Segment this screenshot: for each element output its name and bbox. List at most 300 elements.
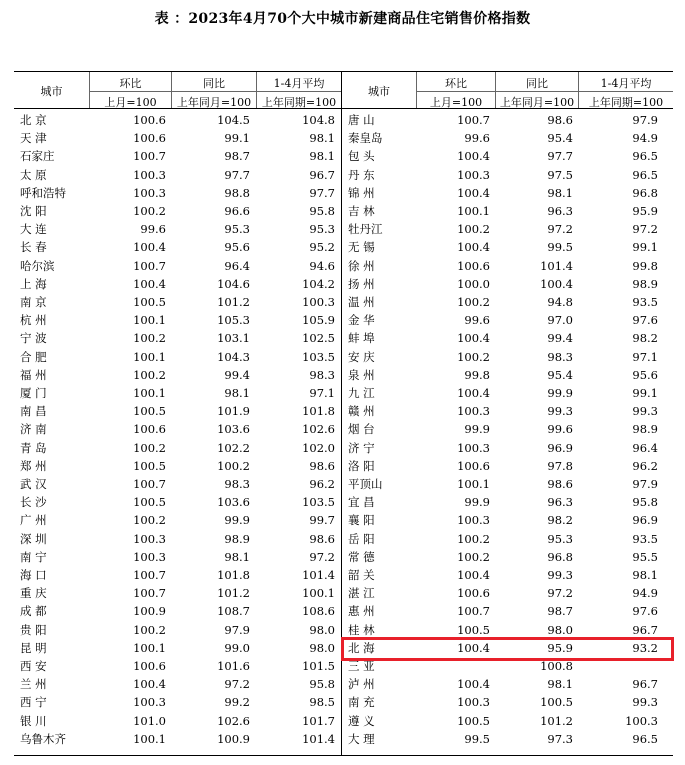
yoy-cell: 98.3 (547, 349, 573, 364)
table-row (0, 530, 685, 548)
avg-cell: 101.7 (302, 713, 335, 728)
yoy-cell: 98.6 (547, 477, 573, 491)
avg-cell: 96.5 (632, 731, 658, 746)
mom-cell: 100.1 (133, 640, 166, 655)
header-mom: 环比 (445, 77, 467, 90)
avg-cell: 100.1 (302, 586, 335, 601)
mom-cell: 100.3 (457, 404, 490, 419)
yoy-cell: 103.1 (217, 331, 250, 346)
avg-cell: 94.6 (309, 258, 335, 273)
table-row (0, 584, 685, 602)
city-cell: 丹 东 (348, 167, 375, 182)
avg-cell: 96.9 (632, 513, 658, 528)
city-cell: 平顶山 (348, 477, 383, 491)
city-cell: 大 连 (20, 222, 47, 237)
avg-cell: 93.2 (632, 640, 658, 655)
avg-cell: 95.8 (309, 677, 335, 692)
yoy-cell: 99.4 (547, 331, 573, 346)
yoy-cell: 97.0 (547, 313, 573, 328)
yoy-cell: 104.3 (217, 349, 250, 364)
city-cell: 三 亚 (348, 659, 375, 673)
mom-cell: 100.6 (457, 458, 490, 473)
mom-cell: 100.4 (457, 640, 490, 655)
header-avg: 1-4月平均 (600, 77, 652, 90)
yoy-cell: 97.2 (547, 222, 573, 237)
header-mom-base: 上月=100 (104, 96, 157, 109)
header-split-rule (416, 91, 673, 92)
avg-cell: 98.6 (309, 458, 335, 473)
avg-cell: 97.2 (632, 222, 658, 237)
avg-cell: 95.9 (632, 204, 658, 218)
avg-cell: 99.1 (632, 386, 658, 400)
city-cell: 洛 阳 (348, 458, 375, 473)
header-mom: 环比 (119, 77, 142, 90)
avg-cell: 104.8 (302, 113, 335, 127)
mom-cell: 100.3 (133, 167, 166, 182)
yoy-cell: 98.3 (224, 477, 250, 491)
city-cell: 长 春 (20, 240, 47, 255)
mom-cell: 100.4 (457, 240, 490, 255)
avg-cell: 96.5 (632, 149, 658, 164)
mom-cell: 100.7 (457, 113, 490, 127)
yoy-cell: 97.2 (547, 586, 573, 601)
header-avg: 1-4月平均 (273, 77, 325, 90)
yoy-cell: 99.0 (224, 640, 250, 655)
mom-cell: 100.7 (133, 149, 166, 164)
yoy-cell: 95.4 (547, 131, 573, 146)
table-row (0, 238, 685, 256)
table-row (0, 111, 685, 129)
mom-cell: 101.0 (133, 713, 166, 728)
yoy-cell: 99.3 (547, 404, 573, 419)
city-cell: 安 庆 (348, 349, 375, 364)
yoy-cell: 105.3 (217, 313, 250, 328)
yoy-cell: 94.8 (547, 295, 573, 309)
yoy-cell: 96.3 (547, 204, 573, 218)
mom-cell: 100.2 (133, 622, 166, 637)
table-row (0, 730, 685, 748)
avg-cell: 97.1 (632, 349, 658, 364)
mom-cell: 100.3 (133, 531, 166, 546)
avg-cell: 98.0 (309, 622, 335, 637)
header-yoy-base: 上年同月=100 (499, 96, 575, 109)
yoy-cell: 100.2 (217, 458, 250, 473)
yoy-cell: 97.7 (547, 149, 573, 164)
city-cell: 温 州 (348, 295, 375, 309)
avg-cell: 101.8 (302, 404, 335, 419)
city-cell: 沈 阳 (20, 204, 47, 218)
table-row (0, 184, 685, 202)
table-row (0, 220, 685, 238)
mom-cell: 100.1 (133, 386, 166, 400)
city-cell: 西 宁 (20, 695, 47, 710)
mom-cell: 99.6 (140, 222, 166, 237)
yoy-cell: 95.3 (224, 222, 250, 237)
yoy-cell: 98.9 (224, 531, 250, 546)
avg-cell: 93.5 (632, 295, 658, 309)
avg-cell: 98.3 (309, 367, 335, 382)
table-row (0, 621, 685, 639)
avg-cell: 101.4 (302, 568, 335, 582)
mom-cell: 99.9 (464, 495, 490, 510)
header-yoy: 同比 (526, 77, 548, 90)
mom-cell: 99.8 (464, 367, 490, 382)
city-cell: 南 宁 (20, 549, 47, 564)
mom-cell: 100.2 (457, 295, 490, 309)
city-cell: 贵 阳 (20, 622, 47, 637)
mom-cell: 100.6 (133, 659, 166, 673)
city-cell: 武 汉 (20, 477, 47, 491)
avg-cell: 98.9 (632, 422, 658, 437)
table-row (0, 202, 685, 220)
city-cell: 南 昌 (20, 404, 47, 419)
avg-cell: 98.0 (309, 640, 335, 655)
city-cell: 惠 州 (348, 604, 375, 619)
avg-cell: 94.9 (632, 131, 658, 146)
city-cell: 天 津 (20, 131, 47, 146)
avg-cell: 103.5 (302, 495, 335, 510)
mom-cell: 100.3 (457, 695, 490, 710)
avg-cell: 98.1 (309, 149, 335, 164)
mom-cell: 100.2 (457, 531, 490, 546)
avg-cell: 97.6 (632, 604, 658, 619)
avg-cell: 98.1 (632, 568, 658, 582)
mom-cell: 100.4 (457, 568, 490, 582)
yoy-cell: 96.6 (224, 204, 250, 218)
avg-cell: 101.5 (302, 659, 335, 673)
city-cell: 昆 明 (20, 640, 47, 655)
mom-cell: 100.5 (133, 404, 166, 419)
yoy-cell: 101.6 (217, 659, 250, 673)
mom-cell: 100.9 (133, 604, 166, 619)
yoy-cell: 97.9 (224, 622, 250, 637)
city-cell: 无 锡 (348, 240, 375, 255)
city-cell: 包 头 (348, 149, 375, 164)
mom-cell: 100.5 (457, 622, 490, 637)
yoy-cell: 98.7 (547, 604, 573, 619)
table-row (0, 675, 685, 693)
yoy-cell: 95.4 (547, 367, 573, 382)
mom-cell: 100.4 (457, 331, 490, 346)
avg-cell: 99.1 (632, 240, 658, 255)
yoy-cell: 98.1 (224, 386, 250, 400)
yoy-cell: 99.6 (547, 422, 573, 437)
mom-cell: 100.4 (457, 677, 490, 692)
avg-cell: 103.5 (302, 349, 335, 364)
mom-cell: 100.4 (133, 240, 166, 255)
avg-cell: 96.7 (632, 677, 658, 692)
city-cell: 太 原 (20, 167, 47, 182)
city-cell: 南 京 (20, 295, 47, 309)
avg-cell: 95.5 (632, 549, 658, 564)
mom-cell: 100.0 (457, 276, 490, 291)
city-cell: 泸 州 (348, 677, 375, 692)
table-row (0, 348, 685, 366)
avg-cell: 98.2 (632, 331, 658, 346)
yoy-cell: 98.8 (224, 185, 250, 200)
city-cell: 广 州 (20, 513, 47, 528)
header-mom-base: 上月=100 (429, 96, 483, 109)
header-city: 城市 (40, 85, 63, 98)
city-cell: 岳 阳 (348, 531, 375, 546)
table-row (0, 129, 685, 147)
mom-cell: 100.7 (457, 604, 490, 619)
yoy-cell: 99.9 (547, 386, 573, 400)
yoy-cell: 95.6 (224, 240, 250, 255)
mom-cell: 100.2 (133, 440, 166, 455)
mom-cell: 100.6 (457, 586, 490, 601)
mom-cell: 100.3 (457, 513, 490, 528)
avg-cell: 99.8 (632, 258, 658, 273)
mom-cell: 100.1 (457, 477, 490, 491)
table-row (0, 329, 685, 347)
city-cell: 金 华 (348, 313, 375, 328)
yoy-cell: 99.1 (224, 131, 250, 146)
avg-cell: 95.2 (309, 240, 335, 255)
avg-cell: 100.3 (302, 295, 335, 309)
avg-cell: 98.6 (309, 531, 335, 546)
mom-cell: 100.3 (457, 167, 490, 182)
yoy-cell: 100.8 (540, 659, 573, 673)
yoy-cell: 108.7 (217, 604, 250, 619)
yoy-cell: 101.2 (540, 713, 573, 728)
mom-cell: 100.4 (457, 149, 490, 164)
city-cell: 上 海 (20, 276, 47, 291)
city-cell: 牡丹江 (348, 222, 383, 237)
city-cell: 遵 义 (348, 713, 375, 728)
table-row (0, 384, 685, 402)
yoy-cell: 101.8 (217, 568, 250, 582)
yoy-cell: 96.3 (547, 495, 573, 510)
table-row (0, 257, 685, 275)
avg-cell: 96.7 (309, 167, 335, 182)
yoy-cell: 104.5 (217, 113, 250, 127)
mom-cell: 100.6 (457, 258, 490, 273)
table-row (0, 548, 685, 566)
city-cell: 海 口 (20, 568, 47, 582)
yoy-cell: 98.6 (547, 113, 573, 127)
mom-cell: 100.3 (133, 695, 166, 710)
yoy-cell: 99.4 (224, 367, 250, 382)
yoy-cell: 99.2 (224, 695, 250, 710)
mom-cell: 100.7 (133, 568, 166, 582)
avg-cell: 102.6 (302, 422, 335, 437)
city-cell: 扬 州 (348, 276, 375, 291)
mom-cell: 100.2 (457, 549, 490, 564)
table-row (0, 166, 685, 184)
yoy-cell: 101.4 (540, 258, 573, 273)
avg-cell: 96.7 (632, 622, 658, 637)
mom-cell: 99.9 (464, 422, 490, 437)
yoy-cell: 102.2 (217, 440, 250, 455)
avg-cell: 96.4 (632, 440, 658, 455)
mom-cell: 100.1 (133, 349, 166, 364)
header-avg-base: 上年同期=100 (261, 96, 337, 109)
table-row (0, 439, 685, 457)
avg-cell: 99.3 (632, 695, 658, 710)
mom-cell: 99.6 (464, 131, 490, 146)
city-cell: 泉 州 (348, 367, 375, 382)
yoy-cell: 95.9 (547, 640, 573, 655)
yoy-cell: 103.6 (217, 422, 250, 437)
city-cell: 长 沙 (20, 495, 47, 510)
avg-cell: 101.4 (302, 731, 335, 746)
table-row (0, 147, 685, 165)
avg-cell: 96.2 (632, 458, 658, 473)
mom-cell: 100.4 (133, 276, 166, 291)
city-cell: 北 京 (20, 113, 47, 127)
mom-cell: 100.6 (133, 131, 166, 146)
mom-cell: 100.2 (457, 349, 490, 364)
table-top-rule (14, 71, 673, 72)
city-cell: 福 州 (20, 367, 47, 382)
yoy-cell: 96.4 (224, 258, 250, 273)
mom-cell: 100.4 (457, 386, 490, 400)
city-cell: 呼和浩特 (20, 185, 66, 200)
city-cell: 秦皇岛 (348, 131, 383, 146)
mom-cell: 100.7 (133, 586, 166, 601)
city-cell: 吉 林 (348, 204, 375, 218)
mom-cell: 100.5 (133, 458, 166, 473)
mom-cell: 100.6 (133, 113, 166, 127)
mom-cell: 100.4 (133, 677, 166, 692)
avg-cell: 97.7 (309, 185, 335, 200)
header-yoy: 同比 (203, 77, 225, 90)
mom-cell: 100.7 (133, 258, 166, 273)
table-row (0, 402, 685, 420)
city-cell: 宜 昌 (348, 495, 375, 510)
city-cell: 西 安 (20, 659, 47, 673)
avg-cell: 98.9 (632, 276, 658, 291)
table-row (0, 457, 685, 475)
city-cell: 石家庄 (20, 149, 55, 164)
city-cell: 烟 台 (348, 422, 375, 437)
city-cell: 湛 江 (348, 586, 375, 601)
mom-cell: 100.6 (133, 422, 166, 437)
city-cell: 桂 林 (348, 622, 375, 637)
yoy-cell: 102.6 (217, 713, 250, 728)
mom-cell: 100.2 (133, 204, 166, 218)
avg-cell: 93.5 (632, 531, 658, 546)
avg-cell: 99.7 (309, 513, 335, 528)
yoy-cell: 98.1 (547, 185, 573, 200)
yoy-cell: 99.5 (547, 240, 573, 255)
yoy-cell: 97.7 (224, 167, 250, 182)
yoy-cell: 97.3 (547, 731, 573, 746)
city-cell: 韶 关 (348, 568, 375, 582)
city-cell: 南 充 (348, 695, 375, 710)
avg-cell: 100.3 (625, 713, 658, 728)
yoy-cell: 100.9 (217, 731, 250, 746)
mom-cell: 99.5 (464, 731, 490, 746)
avg-cell: 102.5 (302, 331, 335, 346)
avg-cell: 96.2 (309, 477, 335, 491)
city-cell: 青 岛 (20, 440, 47, 455)
avg-cell: 95.6 (632, 367, 658, 382)
city-cell: 哈尔滨 (20, 258, 55, 273)
mom-cell: 100.2 (457, 222, 490, 237)
table-row (0, 293, 685, 311)
table-row (0, 366, 685, 384)
avg-cell: 97.9 (632, 477, 658, 491)
yoy-cell: 101.2 (217, 586, 250, 601)
mom-cell: 100.7 (133, 477, 166, 491)
avg-cell: 97.2 (309, 549, 335, 564)
city-cell: 蚌 埠 (348, 331, 375, 346)
mom-cell: 100.5 (133, 295, 166, 309)
mom-cell: 100.5 (133, 495, 166, 510)
yoy-cell: 98.1 (224, 549, 250, 564)
avg-cell: 95.3 (309, 222, 335, 237)
city-cell: 唐 山 (348, 113, 375, 127)
table-row (0, 420, 685, 438)
city-cell: 厦 门 (20, 386, 47, 400)
yoy-cell: 104.6 (217, 276, 250, 291)
city-cell: 成 都 (20, 604, 47, 619)
avg-cell: 102.0 (302, 440, 335, 455)
table-row (0, 493, 685, 511)
city-cell: 赣 州 (348, 404, 375, 419)
mom-cell: 100.3 (457, 440, 490, 455)
mom-cell: 99.6 (464, 313, 490, 328)
header-yoy-base: 上年同月=100 (176, 96, 252, 109)
avg-cell: 99.3 (632, 404, 658, 419)
mom-cell: 100.3 (133, 185, 166, 200)
city-cell: 大 理 (348, 731, 375, 746)
mom-cell: 100.2 (133, 367, 166, 382)
avg-cell: 98.1 (309, 131, 335, 146)
city-cell: 济 宁 (348, 440, 375, 455)
city-cell: 锦 州 (348, 185, 375, 200)
avg-cell: 105.9 (302, 313, 335, 328)
highlight-box (341, 637, 674, 661)
mom-cell: 100.1 (133, 731, 166, 746)
yoy-cell: 97.5 (547, 167, 573, 182)
table-bottom-rule (14, 755, 673, 756)
mom-cell: 100.5 (457, 713, 490, 728)
avg-cell: 97.1 (309, 386, 335, 400)
yoy-cell: 98.0 (547, 622, 573, 637)
city-cell: 合 肥 (20, 349, 47, 364)
yoy-cell: 98.1 (547, 677, 573, 692)
avg-cell: 97.9 (632, 113, 658, 127)
avg-cell: 98.5 (309, 695, 335, 710)
header-split-rule (89, 91, 341, 92)
table-row (0, 511, 685, 529)
header-avg-base: 上年同期=100 (588, 96, 664, 109)
yoy-cell: 98.2 (547, 513, 573, 528)
yoy-cell: 97.2 (224, 677, 250, 692)
yoy-cell: 96.9 (547, 440, 573, 455)
mom-cell: 100.2 (133, 513, 166, 528)
table-row (0, 712, 685, 730)
yoy-cell: 100.4 (540, 276, 573, 291)
city-cell: 银 川 (20, 713, 47, 728)
table-title: 表 ：2023年4月70个大中城市新建商品住宅销售价格指数 (154, 11, 531, 27)
avg-cell: 104.2 (302, 276, 335, 291)
city-cell: 济 南 (20, 422, 47, 437)
city-cell: 重 庆 (20, 586, 47, 601)
yoy-cell: 101.2 (217, 295, 250, 309)
city-cell: 深 圳 (20, 531, 47, 546)
header-city: 城市 (368, 85, 390, 98)
yoy-cell: 97.8 (547, 458, 573, 473)
avg-cell: 97.6 (632, 313, 658, 328)
table-row (0, 311, 685, 329)
table-row (0, 693, 685, 711)
city-cell: 襄 阳 (348, 513, 375, 528)
table-row (0, 602, 685, 620)
